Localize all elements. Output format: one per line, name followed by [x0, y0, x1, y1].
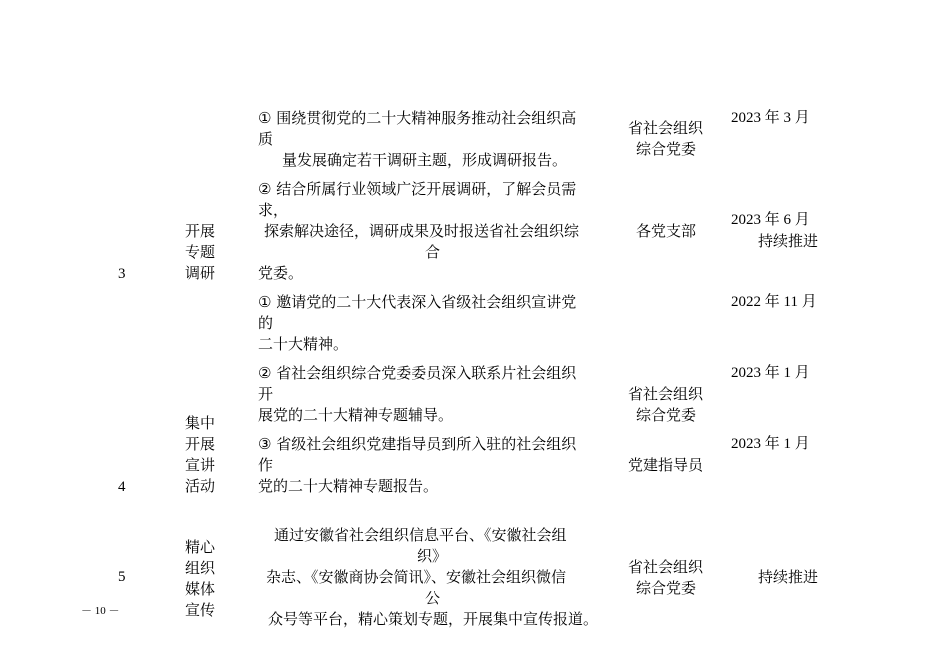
category-line: 专题: [185, 243, 216, 261]
item-line: 织》: [417, 547, 448, 565]
item-line: ① 邀请党的二十大代表深入省级社会组织宣讲党: [258, 293, 577, 311]
category-line: 开展: [185, 222, 216, 240]
unit-line: 省社会组织: [628, 385, 704, 403]
item-line: 党的二十大精神专题报告。: [258, 477, 439, 495]
item-line: 质: [258, 130, 274, 148]
row-number: 3: [118, 266, 126, 282]
row-number: 5: [118, 569, 126, 585]
category-line: 媒体: [185, 580, 216, 598]
unit-line: 综合党委: [636, 140, 697, 158]
unit-line: 省社会组织: [628, 558, 704, 576]
category-line: 宣讲: [185, 456, 216, 474]
item-line: ② 省社会组织综合党委委员深入联系片社会组织: [258, 364, 577, 382]
item-line: 量发展确定若干调研主题，形成调研报告。: [282, 151, 568, 169]
time-line: 2022 年 11 月: [731, 294, 817, 310]
item-line: 通过安徽省社会组织信息平台、《安徽社会组: [274, 526, 567, 544]
category-line: 宣传: [185, 601, 216, 619]
unit-line: 综合党委: [636, 406, 697, 424]
time-line: 2023 年 6 月: [731, 212, 810, 228]
item-line: 杂志、《安徽商协会简讯》、安徽社会组织微信: [266, 568, 567, 586]
item-line: 二十大精神。: [258, 335, 349, 353]
category-line: 精心: [185, 538, 216, 556]
category-line: 活动: [185, 477, 216, 495]
item-line: 众号等平台，精心策划专题，开展集中宣传报道。: [268, 610, 599, 628]
item-line: 求，: [258, 201, 289, 219]
category-line: 开展: [185, 435, 216, 453]
item-line: 作: [258, 456, 274, 474]
unit-line: 省社会组织: [628, 119, 704, 137]
page-number: － 10 －: [81, 605, 120, 617]
item-line: 合: [425, 243, 441, 261]
unit-line: 各党支部: [636, 222, 697, 240]
item-line: 展党的二十大精神专题辅导。: [258, 406, 454, 424]
item-line: 党委。: [258, 264, 304, 282]
row-number: 4: [118, 479, 126, 495]
category-line: 调研: [185, 264, 216, 282]
time-line: 持续推进: [758, 232, 819, 250]
item-line: 探索解决途径，调研成果及时报送省社会组织综: [264, 222, 580, 240]
item-line: 公: [425, 589, 441, 607]
category-line: 集中: [185, 414, 216, 432]
item-line: ② 结合所属行业领域广泛开展调研，了解会员需: [258, 180, 577, 198]
item-line: 开: [258, 385, 274, 403]
unit-line: 党建指导员: [628, 456, 704, 474]
category-line: 组织: [185, 559, 216, 577]
item-line: ① 围绕贯彻党的二十大精神服务推动社会组织高: [258, 109, 577, 127]
time-line: 持续推进: [758, 568, 819, 586]
item-line: ③ 省级社会组织党建指导员到所入驻的社会组织: [258, 435, 577, 453]
item-line: 的: [258, 314, 274, 332]
time-line: 2023 年 1 月: [731, 365, 810, 381]
time-line: 2023 年 1 月: [731, 436, 810, 452]
unit-line: 综合党委: [636, 579, 697, 597]
time-line: 2023 年 3 月: [731, 110, 810, 126]
